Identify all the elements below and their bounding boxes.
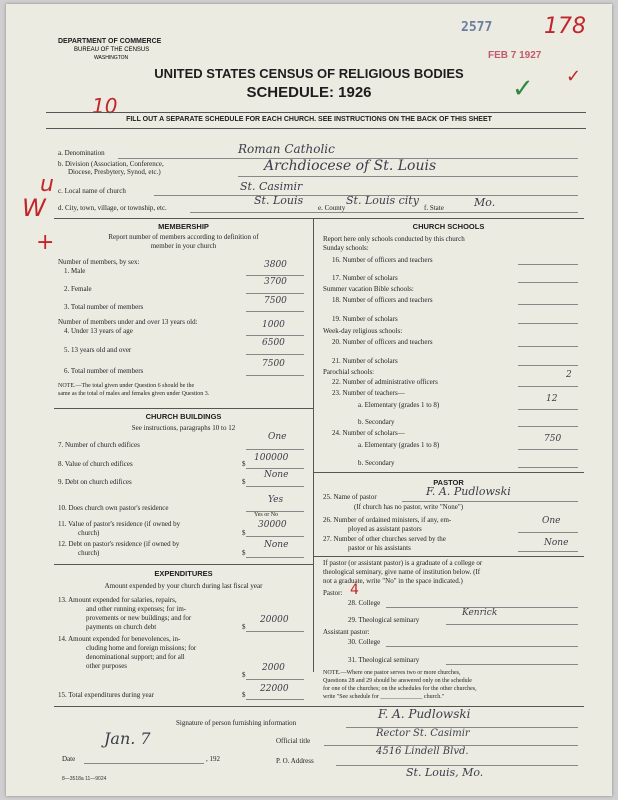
q24b-line [518,467,578,468]
graduate-note-2: theological seminary, give name of institution below. (If [323,568,481,576]
city-label: d. City, town, village, or township, etc. [58,204,167,212]
total-members-value: 7500 [264,296,287,306]
q22-value: 2 [566,370,572,380]
edifice-debt-label: 9. Debt on church edifices [58,478,132,486]
q23b-line [518,426,578,427]
official-title-value: Rector St. Casimir [376,728,470,739]
summer-schools-label: Summer vacation Bible schools: [323,285,414,293]
seminary-value: Kenrick [462,608,498,618]
total-members-6-value: 7500 [262,359,285,369]
date-label: Date [62,755,76,763]
membership-heading: MEMBERSHIP [158,222,209,231]
q20-line [518,346,578,347]
salaries-label-1: 13. Amount expended for salaries, repairs, [58,596,177,604]
q16-line [518,264,578,265]
q24a-line [518,449,578,450]
department-name: DEPARTMENT OF COMMERCE [58,38,162,45]
parsonage-value-line [246,536,304,537]
census-schedule-sheet [6,4,612,796]
red-plus-mark: + [36,230,55,255]
salaries-dollar: $ [242,623,246,631]
division-label-2: Diocese, Presbytery, Synod, etc.) [68,168,161,176]
buildings-heading: CHURCH BUILDINGS [145,412,222,421]
buildings-bottom-rule [54,564,313,565]
under-over-13-label: Number of members under and over 13 years old: [58,318,198,326]
over-13-label: 5. 13 years old and over [64,346,132,354]
edifices-value: One [268,432,287,442]
po-address-label: P. O. Address [276,757,314,765]
red-margin-mark-c: u [40,172,54,197]
form-subtitle: SCHEDULE: 1926 [246,84,372,101]
total-expenditures-label: 15. Total expenditures during year [58,691,154,699]
seminary-line [446,624,578,625]
edifice-value-value: 100000 [254,453,289,463]
salaries-value: 20000 [260,615,289,625]
q23a-value: 12 [546,394,558,404]
parsonage-value-value: 30000 [258,520,287,530]
pastor-note-4: write "See schedule for ______________ church." [323,694,445,700]
date-value: Jan. 7 [104,729,151,748]
q23a-label: a. Elementary (grades 1 to 8) [358,401,440,409]
assistant-college-label: 30. College [348,638,381,646]
membership-note-2: same as the total of males and females given under Question 3. [58,391,210,397]
official-title-label: Official title [276,737,311,745]
salaries-label-3: provements or new buildings; and for [86,614,192,622]
over-13-value: 6500 [262,338,285,348]
total-members-line [246,311,304,312]
q22-line [518,386,578,387]
title-rule-top [46,112,586,113]
grid-center-rule [313,218,314,672]
schools-intro: Report here only schools conducted by this church [323,235,465,243]
q20-label: 20. Number of officers and teachers [332,338,433,346]
q19-line [518,323,578,324]
college-label: 28. College [348,599,381,607]
total-members-6-line [246,375,304,376]
ordained-label-2: ployed as assistant pastors [348,525,422,533]
red-pastor-mark: 4 [350,582,359,598]
salaries-label-2: and other running expenses; for im- [86,605,187,613]
assistant-pastor-label: Assistant pastor: [323,628,370,636]
expenditures-intro: Amount expended by your church during last fiscal year [104,582,263,590]
edifice-debt-dollar: $ [242,478,246,486]
parsonage-debt-value: None [264,540,289,550]
assistant-seminary-line [446,664,578,665]
other-churches-label-2: pastor or his assistants [348,544,411,552]
assistant-college-line [386,646,578,647]
division-value: Archdiocese of St. Louis [264,158,437,174]
edifice-debt-value: None [264,470,289,480]
salaries-line [246,631,304,632]
benevolences-dollar: $ [242,671,246,679]
parsonage-debt-label-1: 12. Debt on pastor's residence (if owned by [58,540,180,548]
ordained-line [518,532,578,533]
edifice-debt-line [246,486,304,487]
grid-top-rule [54,218,584,219]
denomination-value: Roman Catholic [238,142,335,156]
po-address-city: St. Louis, Mo. [406,766,484,779]
q24-label: 24. Number of scholars— [332,429,405,437]
pastor-name-line [402,501,578,502]
q24a-value: 750 [544,434,562,444]
q23-label: 23. Number of teachers— [332,389,405,397]
edifices-label: 7. Number of church edifices [58,441,140,449]
benevolences-label-1: 14. Amount expended for benevolences, in- [58,635,181,643]
local-name-label: c. Local name of church [58,187,126,195]
q16-label: 16. Number of officers and teachers [332,256,433,264]
q24a-label: a. Elementary (grades 1 to 8) [358,441,440,449]
denomination-label: a. Denomination [58,149,105,157]
pastor-note-1: NOTE.—Where one pastor serves two or more churches, [323,670,461,676]
red-handwritten-ten: 10 [92,94,118,118]
salaries-label-4: payments on church debt [86,623,157,631]
membership-bottom-rule [54,408,313,409]
division-line [238,176,578,177]
q18-line [518,304,578,305]
q24b-label: b. Secondary [358,459,395,467]
schools-bottom-rule [313,472,584,473]
pastor-name-value: F. A. Pudlowski [426,485,511,498]
pastor-sub-label: Pastor: [323,589,343,597]
assistant-seminary-label: 31. Theological seminary [348,656,420,664]
pastor-note-2: Questions 28 and 29 should be answered only on the schedule [323,678,472,684]
benevolences-label-4: other purposes [86,662,128,670]
female-value: 3700 [264,277,287,287]
date-year: , 192 [206,755,220,763]
graduate-note-3: not a graduate, write "No" in the space indicated.) [323,577,463,585]
file-number-stamp: 2577 [461,20,493,35]
total-members-6-label: 6. Total number of members [64,367,144,375]
parsonage-value-label-2: church) [78,529,100,537]
parsonage-debt-line [246,557,304,558]
female-label: 2. Female [64,285,92,293]
parsonage-debt-label-2: church) [78,549,100,557]
signature-value: F. A. Pudlowski [378,707,471,721]
total-members-label: 3. Total number of members [64,303,144,311]
q19-label: 19. Number of scholars [332,315,398,323]
buildings-instructions: See instructions, paragraphs 10 to 12 [131,424,236,432]
benevolences-label-3: denominational support; and for all [86,653,185,661]
ordained-label-1: 26. Number of ordained ministers, if any, em- [323,516,452,524]
other-churches-line [518,551,578,552]
bureau-city: WASHINGTON [94,55,129,61]
parsonage-value-dollar: $ [242,529,246,537]
q21-label: 21. Number of scholars [332,357,398,365]
parsonage-owned-line [246,511,304,512]
total-expenditures-line [246,699,304,700]
membership-by-sex-label: Number of members, by sex: [58,258,140,266]
city-line [190,212,578,213]
date-line [84,763,204,764]
q23a-line [518,409,578,410]
edifices-line [246,449,304,450]
q22-label: 22. Number of administrative officers [332,378,438,386]
under-13-value: 1000 [262,320,285,330]
state-label: f. State [424,204,444,212]
under-13-label: 4. Under 13 years of age [64,327,133,335]
red-handwritten-number: 178 [544,14,586,39]
state-value: Mo. [474,196,496,209]
q18-label: 18. Number of officers and teachers [332,296,433,304]
weekday-schools-label: Week-day religious schools: [323,327,403,335]
green-check-mark: ✓ [512,74,534,104]
red-margin-mark-w: W [22,194,46,222]
ordained-value: One [542,516,561,526]
title-rule-bottom [46,128,586,129]
edifice-value-line [246,468,304,469]
signature-label: Signature of person furnishing information [176,719,297,727]
edifice-value-label: 8. Value of church edifices [58,460,133,468]
parsonage-debt-dollar: $ [242,549,246,557]
pastor-note-3: for one of the churches; on the schedules for the other churches, [323,686,477,692]
membership-intro-1: Report number of members according to definition of [108,233,259,241]
male-value: 3800 [264,260,287,270]
total-expenditures-value: 22000 [260,684,289,694]
local-name-value: St. Casimir [240,180,303,193]
seminary-label: 29. Theological seminary [348,616,420,624]
pastor-inner-rule [313,556,584,557]
male-label: 1. Male [64,267,86,275]
total-expenditures-dollar: $ [242,691,246,699]
schools-heading: CHURCH SCHOOLS [412,222,485,231]
other-churches-value: None [544,538,569,548]
graduate-note-1: If pastor (or assistant pastor) is a graduate of a college or [323,559,483,567]
county-label: e. County [318,204,346,212]
male-line [246,275,304,276]
pastor-none-note: (If church has no pastor, write "None") [354,503,464,511]
pastor-heading: PASTOR [433,478,464,487]
q17-line [518,282,578,283]
form-title: UNITED STATES CENSUS OF RELIGIOUS BODIES [154,66,464,81]
form-number: 8—3518a 11—9024 [62,776,107,782]
q21-line [518,365,578,366]
parsonage-owned-label: 10. Does church own pastor's residence [58,504,169,512]
other-churches-label-1: 27. Number of other churches served by the [323,535,446,543]
q23b-label: b. Secondary [358,418,395,426]
division-label-1: b. Division (Association, Conference, [58,160,164,168]
under-13-line [246,335,304,336]
city-value: St. Louis [254,194,304,207]
membership-note-1: NOTE.—The total given under Question 6 should be the [58,383,195,389]
grid-bottom-rule [54,706,584,707]
bureau-name: BUREAU OF THE CENSUS [74,47,150,53]
county-value: St. Louis city [346,194,419,207]
q17-label: 17. Number of scholars [332,274,398,282]
benevolences-line [246,679,304,680]
expenditures-heading: EXPENDITURES [154,569,213,578]
benevolences-value: 2000 [262,663,285,673]
membership-intro-2: member in your church [150,242,217,250]
po-address-value: 4516 Lindell Blvd. [376,746,469,757]
pastor-name-label: 25. Name of pastor [323,493,377,501]
parsonage-owned-value: Yes [268,495,284,505]
female-line [246,293,304,294]
red-check-mark: ✓ [566,66,582,87]
parochial-schools-label: Parochial schools: [323,368,375,376]
benevolences-label-2: cluding home and foreign missions; for [86,644,197,652]
fill-instructions: FILL OUT A SEPARATE SCHEDULE FOR EACH CHURCH. SEE INSTRUCTIONS ON THE BACK OF THIS SHEET [126,116,492,123]
parsonage-value-label-1: 11. Value of pastor's residence (if owned by [58,520,181,528]
received-date-stamp: FEB 7 1927 [488,50,542,61]
over-13-line [246,354,304,355]
edifice-value-dollar: $ [242,460,246,468]
yes-or-no-caption: Yes or No [254,512,279,518]
sunday-schools-label: Sunday schools: [323,244,369,252]
